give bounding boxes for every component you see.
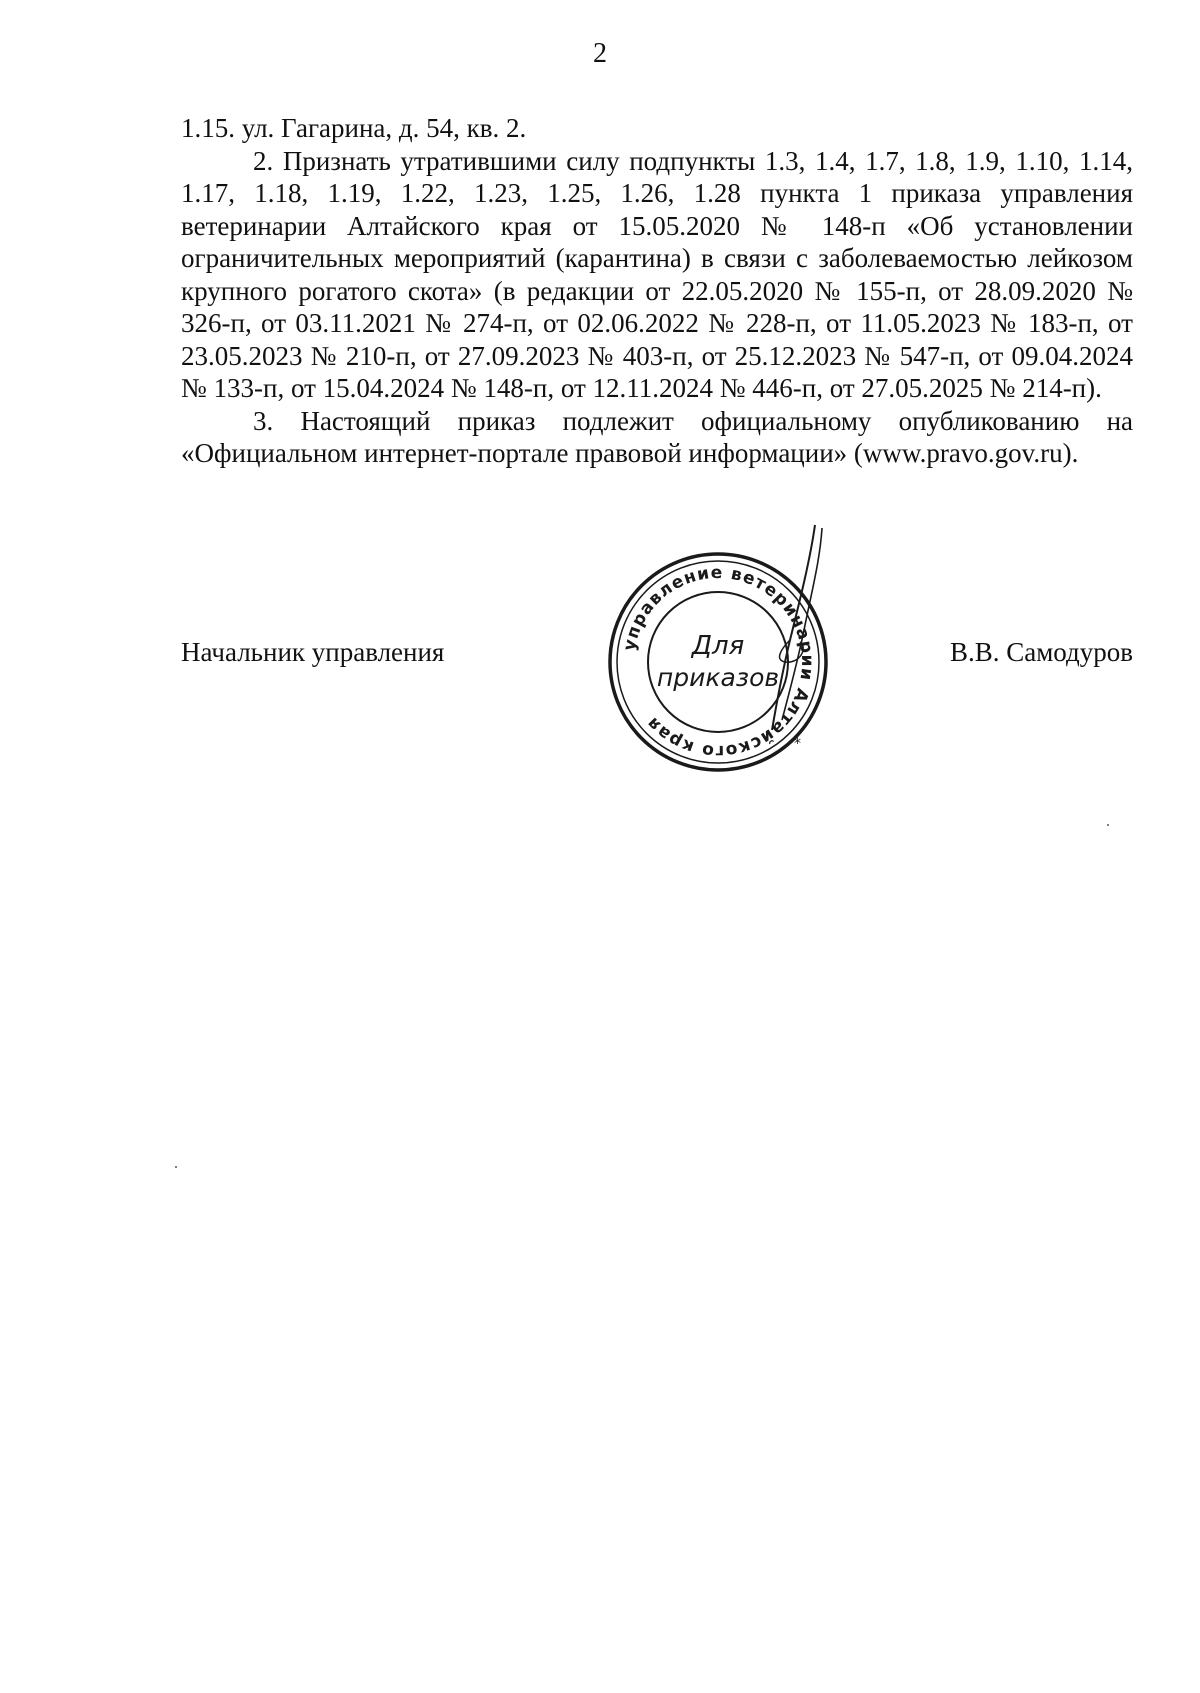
svg-text:управление ветеринарии Алтайск: управление ветеринарии Алтайского края	[619, 562, 818, 762]
scan-speck	[1107, 824, 1109, 826]
paragraph-publication: 3. Настоящий приказ подлежит официальному опубликованию на «Официальном интернет-портале правовой информации» (www.pravo.gov.ru).	[181, 405, 1133, 468]
paragraph-repeal: 2. Признать утратившими силу подпункты 1.3, 1.4, 1.7, 1.8, 1.9, 1.10, 1.14, 1.17, 1.18, 1.19, 1.22, 1.23, 1.25, 1.26, 1.28 пункта 1 приказа управления ветеринарии Алтайского края от 15.05.2020 № 148-п «Об установлении ограничительных мероприятий (карантина) в связи с заболеваемостью лейкозом крупного рогатого скота» (в редакции от 22.05.2020 № 155-п, от 28.09.2020 № 326-п, от 03.11.2021 № 274-п, от 02.06.2022 № 228-п, от 11.05.2023 № 183-п, от 23.05.2023 № 210-п, от 27.09.2023 № 403-п, от 25.12.2023 № 547-п, от 09.04.2024 № 133-п, от 15.04.2024 № 148-п, от 12.11.2024 № 446-п, от 27.05.2025 № 214-п).	[181, 145, 1133, 403]
handwritten-signature-icon	[760, 520, 850, 750]
signatory-position: Начальник управления	[181, 637, 445, 667]
paragraph-item-1-15: 1.15. ул. Гагарина, д. 54, кв. 2.	[181, 113, 527, 143]
signatory-name: В.В. Самодуров	[949, 637, 1133, 667]
scan-speck	[175, 1166, 177, 1168]
document-body	[181, 112, 1133, 470]
svg-text:приказов: приказов	[656, 663, 780, 692]
svg-text:Для: Для	[691, 631, 745, 661]
page-number: 2	[593, 38, 607, 69]
svg-text:*: *	[794, 736, 801, 752]
